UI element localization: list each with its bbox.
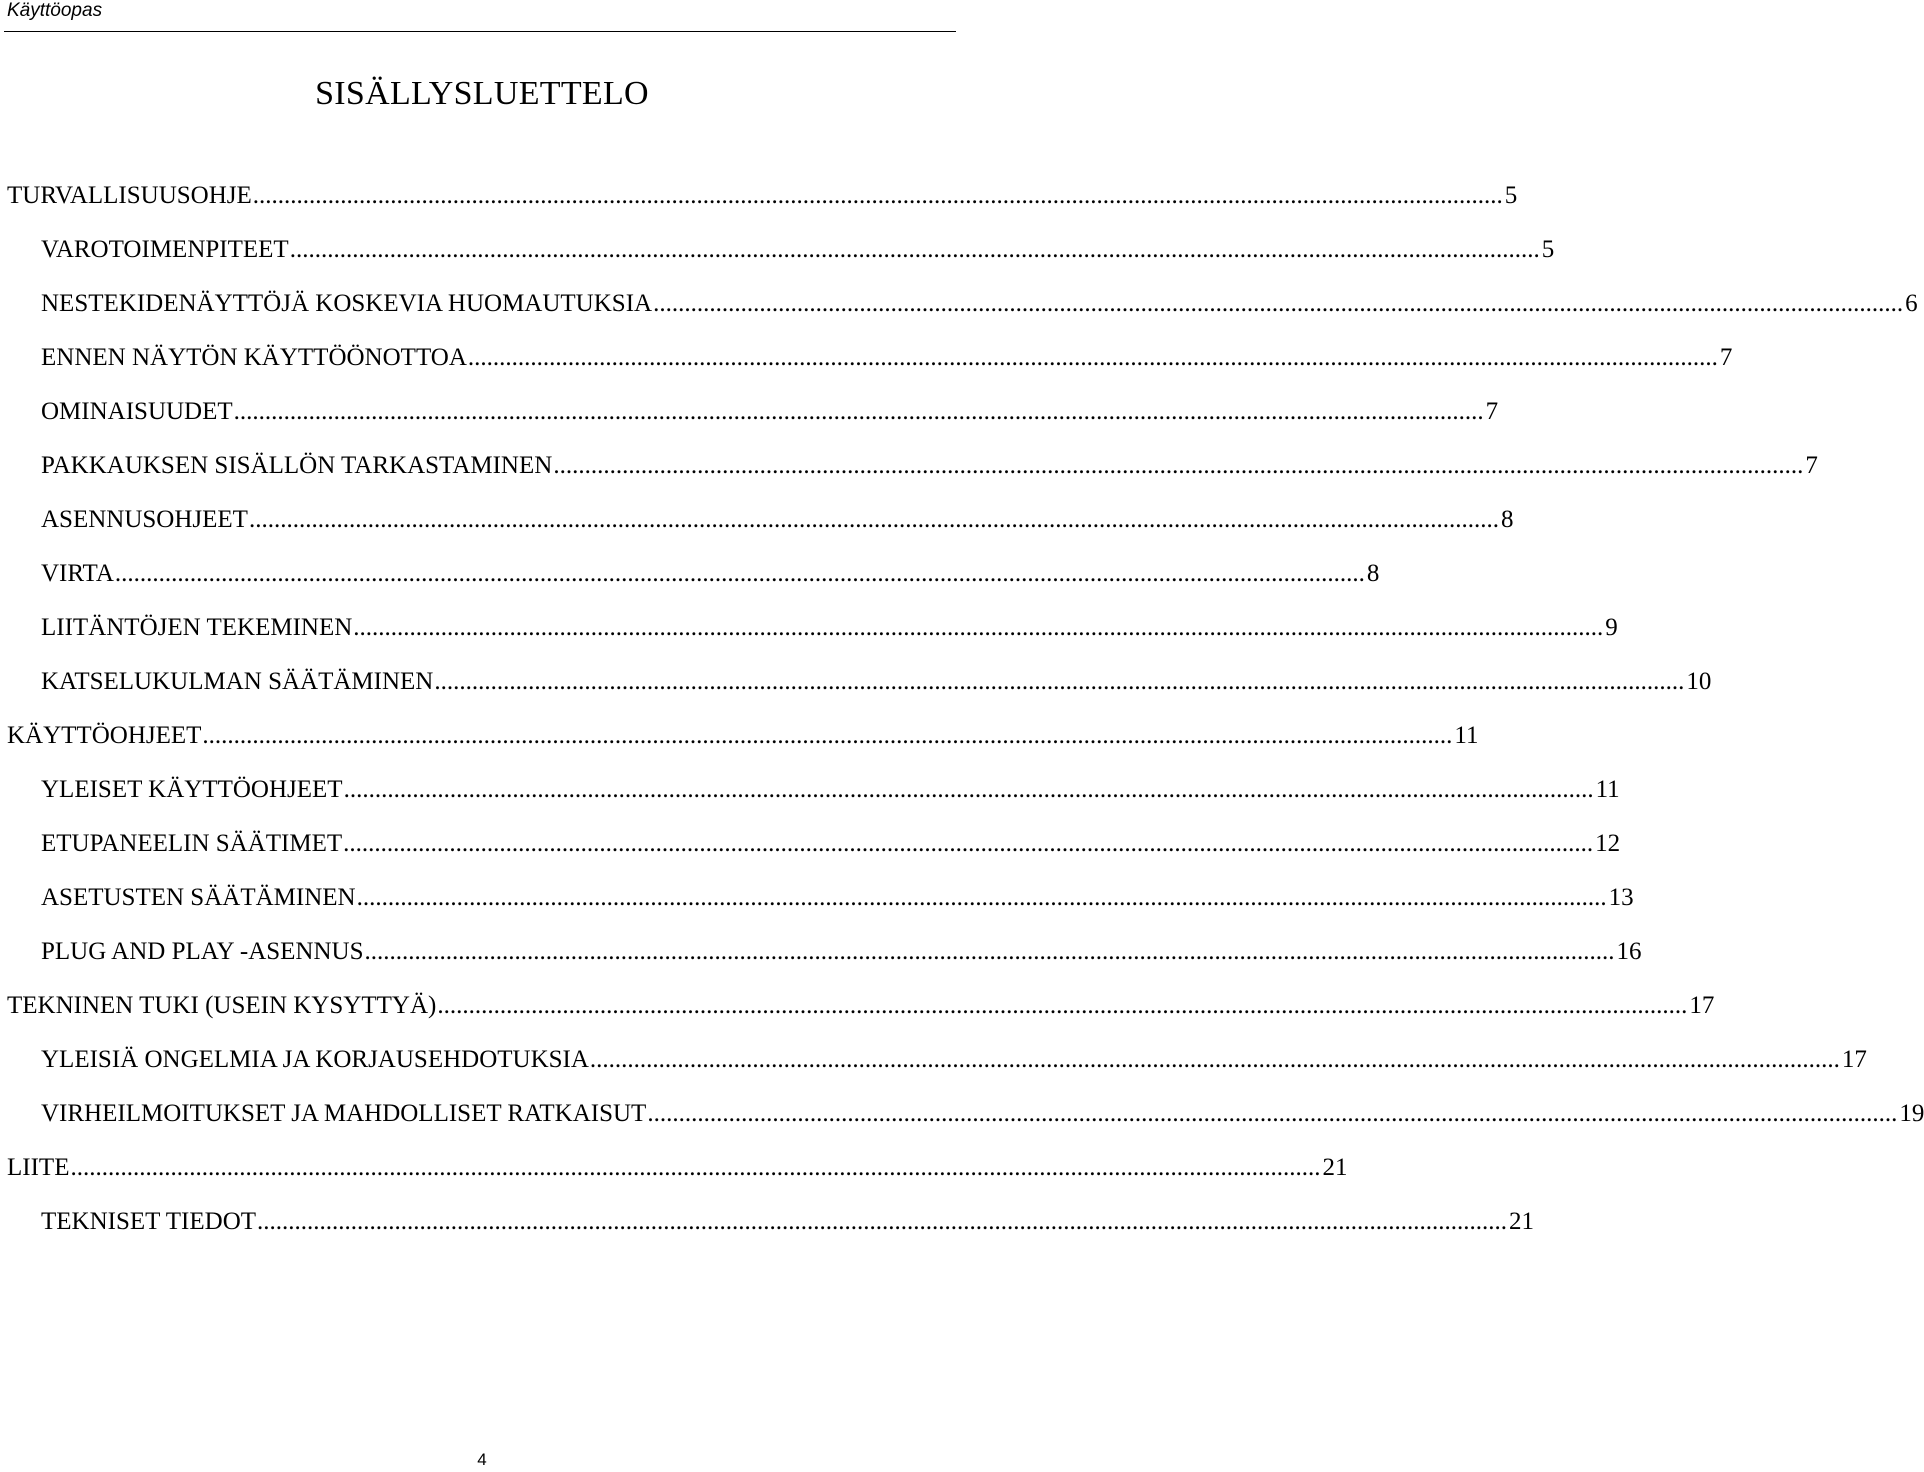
toc-dot-leader: ........................................................................................................................................................................................................ xyxy=(114,560,1365,587)
toc-entry-page: 12 xyxy=(1595,830,1621,857)
toc-entry-page: 16 xyxy=(1616,938,1642,965)
toc-dot-leader: ........................................................................................................................................................................................................ xyxy=(647,1100,1898,1127)
toc-entry-label: YLEISIÄ ONGELMIA JA KORJAUSEHDOTUKSIA xyxy=(41,1046,589,1073)
toc-entry-page: 7 xyxy=(1485,398,1499,425)
toc-entry-page: 7 xyxy=(1719,344,1733,371)
toc-dot-leader: ........................................................................................................................................................................................................ xyxy=(356,884,1607,911)
toc-dot-leader: ........................................................................................................................................................................................................ xyxy=(437,992,1688,1019)
toc-entry[interactable] xyxy=(41,1035,1867,1089)
toc-title: SISÄLLYSLUETTELO xyxy=(315,75,649,112)
toc-dot-leader: ........................................................................................................................................................................................................ xyxy=(589,1046,1840,1073)
toc-entry-page: 7 xyxy=(1805,452,1818,479)
toc-entry[interactable] xyxy=(41,873,1634,927)
toc-entry[interactable] xyxy=(41,1089,1924,1143)
toc-entry[interactable] xyxy=(41,549,1380,603)
toc-entry[interactable] xyxy=(41,495,1514,549)
toc-dot-leader: ........................................................................................................................................................................................................ xyxy=(252,182,1503,209)
toc-entry-label: TEKNINEN TUKI (USEIN KYSYTTYÄ) xyxy=(7,992,437,1019)
toc-entry[interactable] xyxy=(41,819,1621,873)
toc-entry-page: 6 xyxy=(1905,290,1918,317)
toc-entry-label: PAKKAUKSEN SISÄLLÖN TARKASTAMINEN xyxy=(41,452,553,479)
toc-dot-leader: ........................................................................................................................................................................................................ xyxy=(434,668,1685,695)
toc-entry-label: ETUPANEELIN SÄÄTIMET xyxy=(41,830,343,857)
toc-entry-label: LIITE xyxy=(7,1154,70,1181)
toc-entry-page: 9 xyxy=(1605,614,1618,641)
toc-entry[interactable] xyxy=(41,279,1918,333)
toc-dot-leader: ........................................................................................................................................................................................................ xyxy=(353,614,1604,641)
toc-entry[interactable] xyxy=(41,441,1818,495)
toc-entry-label: ASENNUSOHJEET xyxy=(41,506,248,533)
toc-dot-leader: ........................................................................................................................................................................................................ xyxy=(289,236,1540,263)
toc-dot-leader: ........................................................................................................................................................................................................ xyxy=(70,1154,1321,1181)
toc-entry-label: YLEISET KÄYTTÖOHJEET xyxy=(41,776,343,803)
toc-entry-label: ASETUSTEN SÄÄTÄMINEN xyxy=(41,884,356,911)
toc-dot-leader: ........................................................................................................................................................................................................ xyxy=(202,722,1453,749)
toc-entry-label: ENNEN NÄYTÖN KÄYTTÖÖNOTTOA xyxy=(41,344,467,371)
running-header-title: Käyttöopas xyxy=(7,0,103,21)
toc-entry[interactable] xyxy=(7,981,1715,1035)
toc-dot-leader: ........................................................................................................................................................................................................ xyxy=(364,938,1615,965)
toc-dot-leader: ........................................................................................................................................................................................................ xyxy=(553,452,1804,479)
toc-entry-page: 11 xyxy=(1595,776,1620,803)
page-number: 4 xyxy=(477,1450,487,1469)
toc-entry-label: TEKNISET TIEDOT xyxy=(41,1208,257,1235)
toc-entry-page: 17 xyxy=(1841,1046,1867,1073)
toc-entry-label: OMINAISUUDET xyxy=(41,398,233,425)
toc-entry[interactable] xyxy=(41,765,1620,819)
toc-entry-page: 19 xyxy=(1899,1100,1924,1127)
toc-entry-label: NESTEKIDENÄYTTÖJÄ KOSKEVIA HUOMAUTUKSIA xyxy=(41,290,653,317)
toc-dot-leader: ........................................................................................................................................................................................................ xyxy=(248,506,1499,533)
toc-entry[interactable] xyxy=(7,711,1479,765)
header-divider xyxy=(4,31,956,32)
toc-dot-leader: ........................................................................................................................................................................................................ xyxy=(343,776,1594,803)
toc-entry-page: 17 xyxy=(1689,992,1715,1019)
toc-entry[interactable] xyxy=(7,171,1518,225)
toc-dot-leader: ........................................................................................................................................................................................................ xyxy=(233,398,1484,425)
toc-entry-page: 21 xyxy=(1322,1154,1348,1181)
toc-entry-page: 8 xyxy=(1500,506,1514,533)
toc-dot-leader: ........................................................................................................................................................................................................ xyxy=(653,290,1904,317)
toc-entry-label: VIRTA xyxy=(41,560,114,587)
toc-dot-leader: ........................................................................................................................................................................................................ xyxy=(343,830,1594,857)
toc-entry-page: 8 xyxy=(1366,560,1380,587)
toc-entry[interactable] xyxy=(41,333,1733,387)
toc-entry-label: VIRHEILMOITUKSET JA MAHDOLLISET RATKAISUT xyxy=(41,1100,647,1127)
toc-entry[interactable] xyxy=(41,1197,1535,1251)
toc-entry-label: PLUG AND PLAY -ASENNUS xyxy=(41,938,364,965)
toc-entry[interactable] xyxy=(41,225,1555,279)
toc-entry-page: 21 xyxy=(1509,1208,1535,1235)
toc-entry[interactable] xyxy=(41,603,1618,657)
toc-entry-page: 5 xyxy=(1504,182,1518,209)
toc-dot-leader: ........................................................................................................................................................................................................ xyxy=(467,344,1718,371)
toc-entry-label: TURVALLISUUSOHJE xyxy=(7,182,252,209)
toc-entry-label: LIITÄNTÖJEN TEKEMINEN xyxy=(41,614,353,641)
toc-entry[interactable] xyxy=(7,1143,1348,1197)
toc-dot-leader: ........................................................................................................................................................................................................ xyxy=(257,1208,1508,1235)
toc-entry-label: VAROTOIMENPITEET xyxy=(41,236,289,263)
toc-entry-page: 10 xyxy=(1686,668,1712,695)
toc-entry[interactable] xyxy=(41,657,1712,711)
toc-entry-label: KÄYTTÖOHJEET xyxy=(7,722,202,749)
toc-entry-page: 5 xyxy=(1541,236,1555,263)
toc-entry[interactable] xyxy=(41,387,1499,441)
toc-entry-page: 13 xyxy=(1608,884,1634,911)
toc-entry-page: 11 xyxy=(1454,722,1479,749)
toc-entry-label: KATSELUKULMAN SÄÄTÄMINEN xyxy=(41,668,434,695)
toc-entry[interactable] xyxy=(41,927,1642,981)
